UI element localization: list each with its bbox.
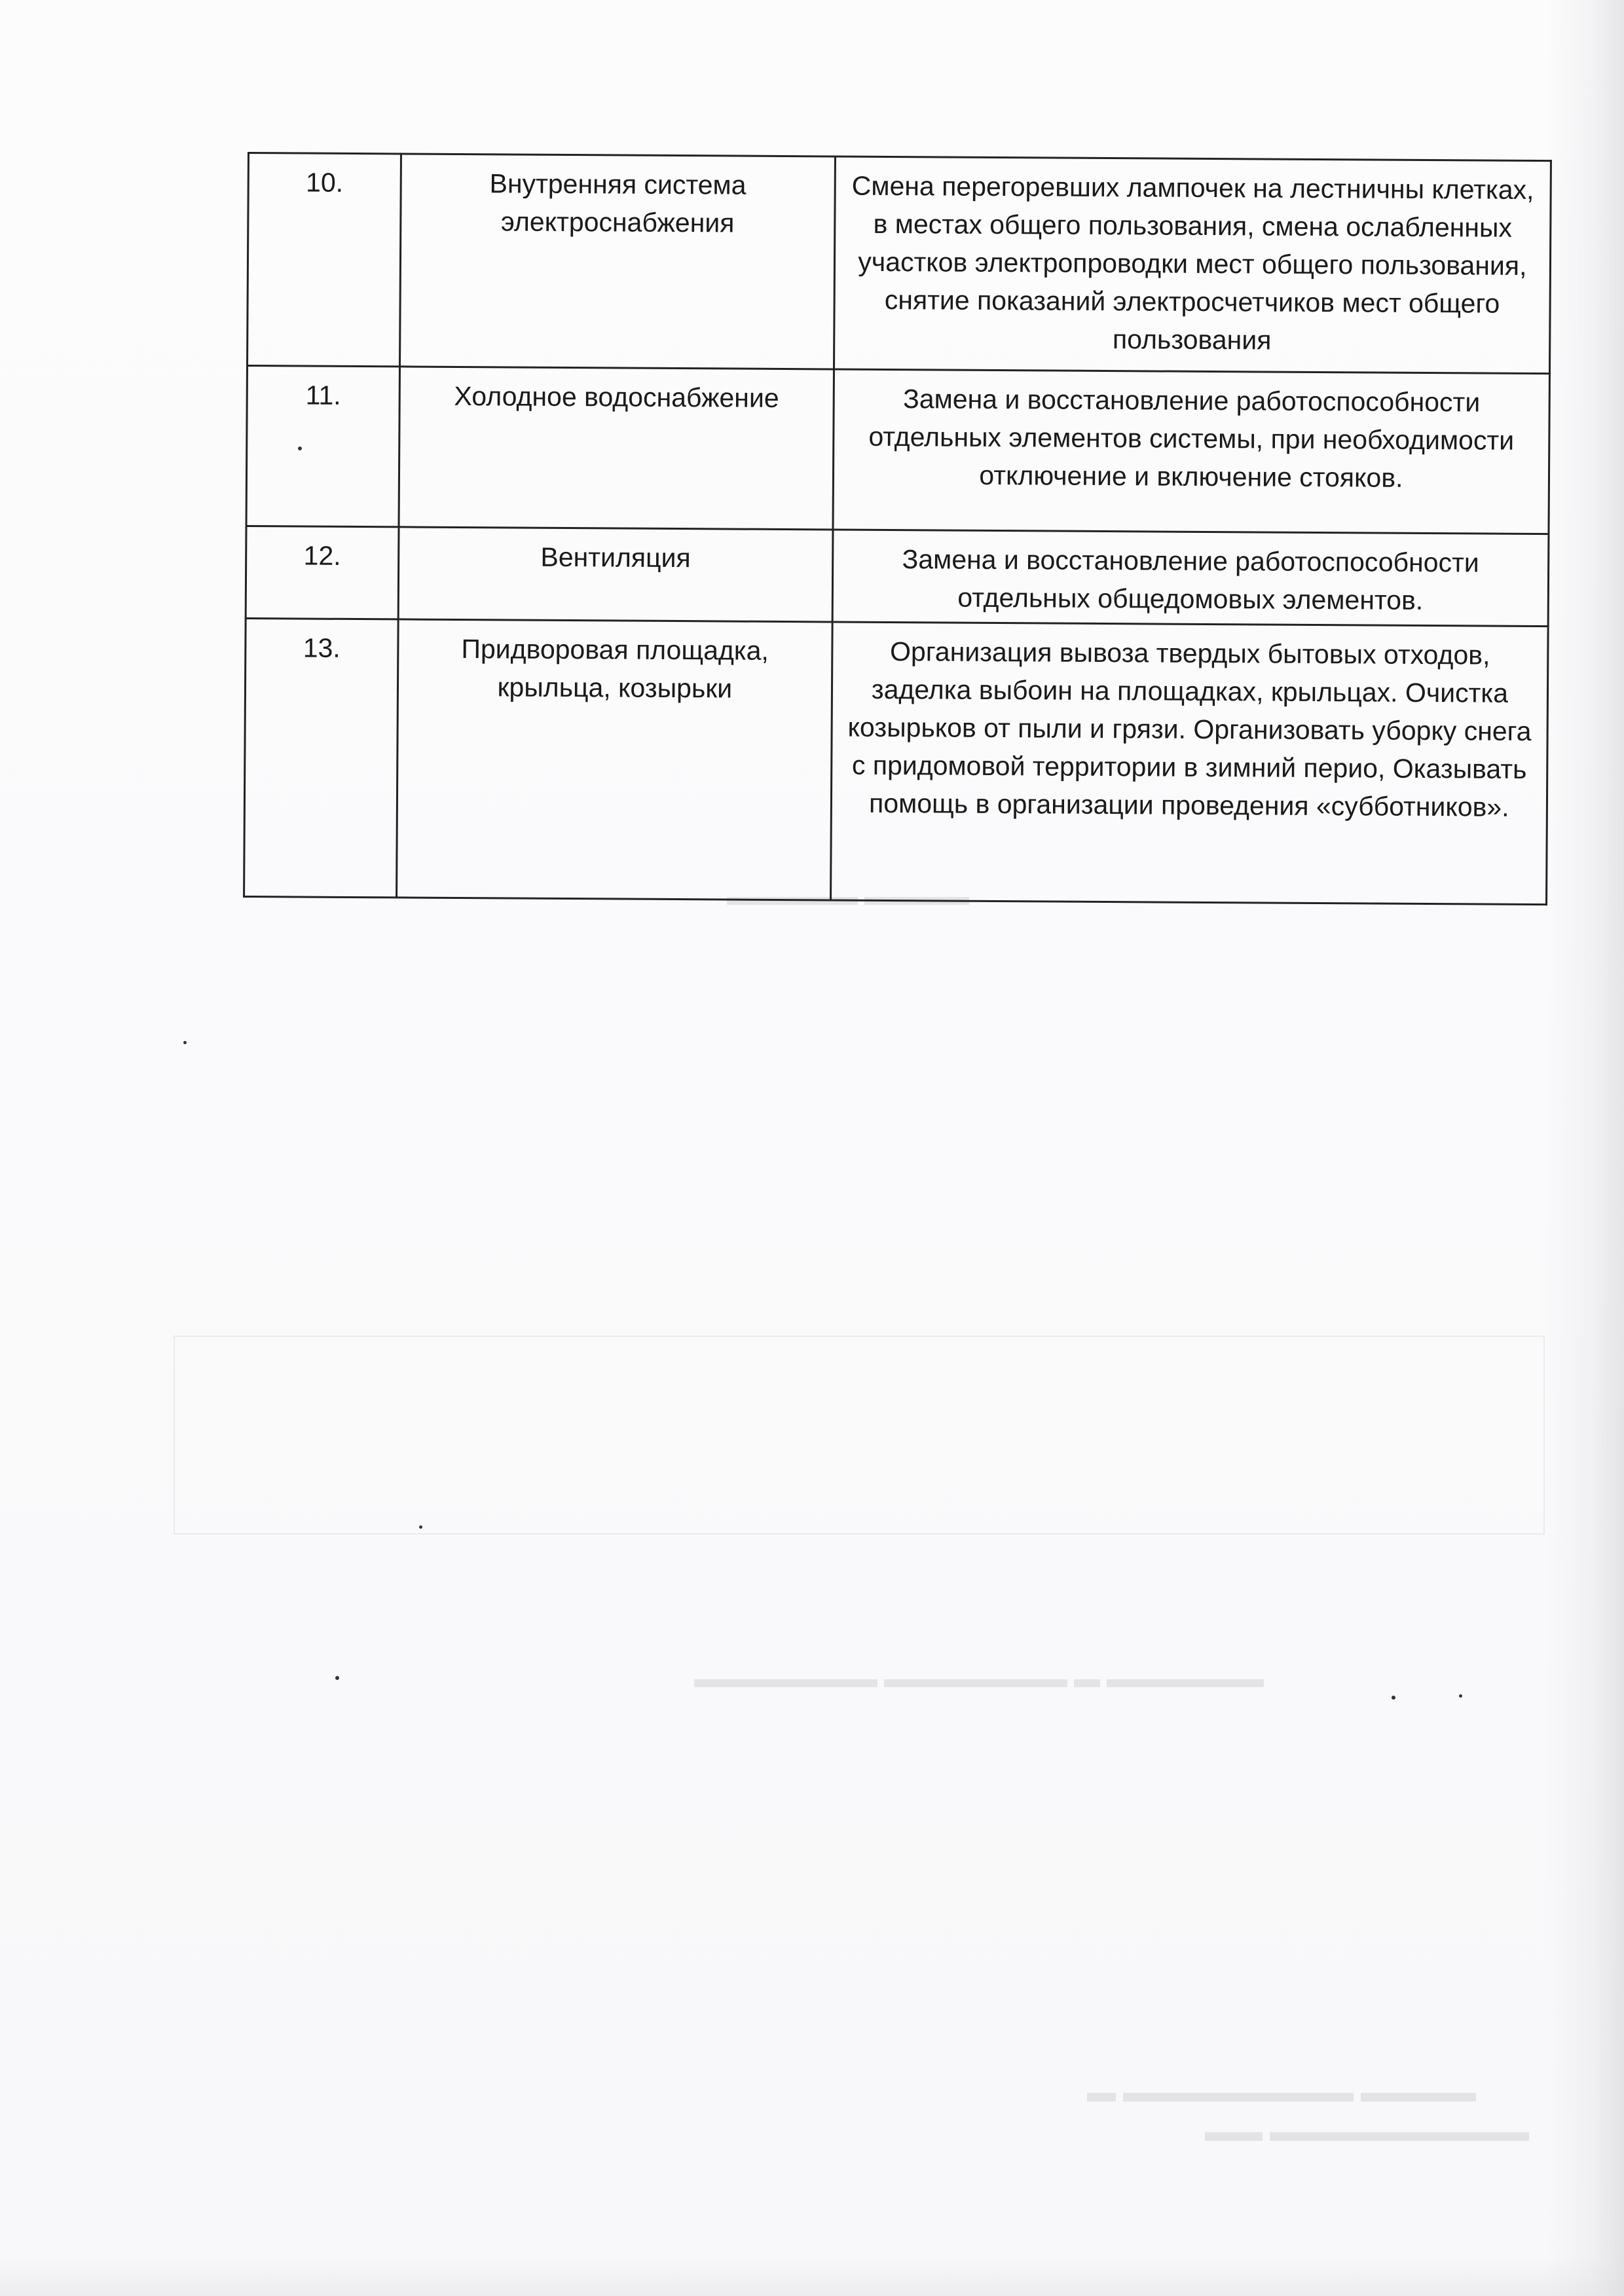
scan-shadow-edge [1545, 0, 1624, 2296]
row-name: Вентиляция [398, 527, 833, 622]
scan-shadow-bottom [0, 2257, 1624, 2296]
bleed-through-text: ▬▬▬▬▬▬ ▬ ▬▬▬▬▬▬▬ ▬▬▬▬▬▬▬ [694, 1664, 1264, 1693]
row-number: 12. [246, 526, 399, 619]
bleed-through-table [174, 1336, 1545, 1535]
row-name: Холодное водоснабжение [399, 367, 834, 530]
row-description: Замена и восстановление работоспособности отдельных общедомовых элементов. [832, 530, 1549, 627]
scan-speck [1459, 1694, 1462, 1698]
scan-speck [419, 1525, 422, 1529]
row-number: 10. [248, 153, 401, 367]
table-row [244, 618, 1549, 904]
table-row [246, 366, 1549, 534]
bleed-through-text: ▬▬▬▬ ▬▬▬▬▬ [727, 881, 969, 911]
row-description: Смена перегоревших лампочек на лестничны клетках, в местах общего пользования, смена ослабленных участков электропроводки мест общего пользования, снятие показаний электросчетчиков мест общего пользования [834, 156, 1551, 374]
works-table [243, 152, 1552, 905]
row-description: Организация вывоза твердых бытовых отходов, заделка выбоин на площадках, крыльцах. Очистка козырьков от пыли и грязи. Организовать уборку снега с придомовой территории в зимний перио, Оказывать помощь в организации проведения «субботников». [830, 622, 1548, 905]
row-number: 11. [246, 366, 399, 527]
scan-speck [335, 1676, 339, 1680]
row-name: Придворовая площадка, крыльца, козырьки [396, 619, 832, 900]
scan-speck [1392, 1696, 1395, 1700]
bleed-through-text: ▬▬▬▬▬▬▬▬▬ ▬▬ [1205, 2115, 1529, 2147]
row-description: Замена и восстановление работоспособности отдельных элементов системы, при необходимости отключение и включение стояков. [833, 369, 1550, 534]
row-name: Внутренняя система электроснабжения [399, 154, 835, 369]
bleed-through-text: ▬▬▬▬ ▬▬▬▬▬▬▬▬ ▬ [1087, 2076, 1476, 2108]
scan-speck [183, 1041, 187, 1044]
row-number: 13. [244, 618, 398, 897]
table-row [248, 153, 1551, 374]
table-row [246, 526, 1549, 626]
